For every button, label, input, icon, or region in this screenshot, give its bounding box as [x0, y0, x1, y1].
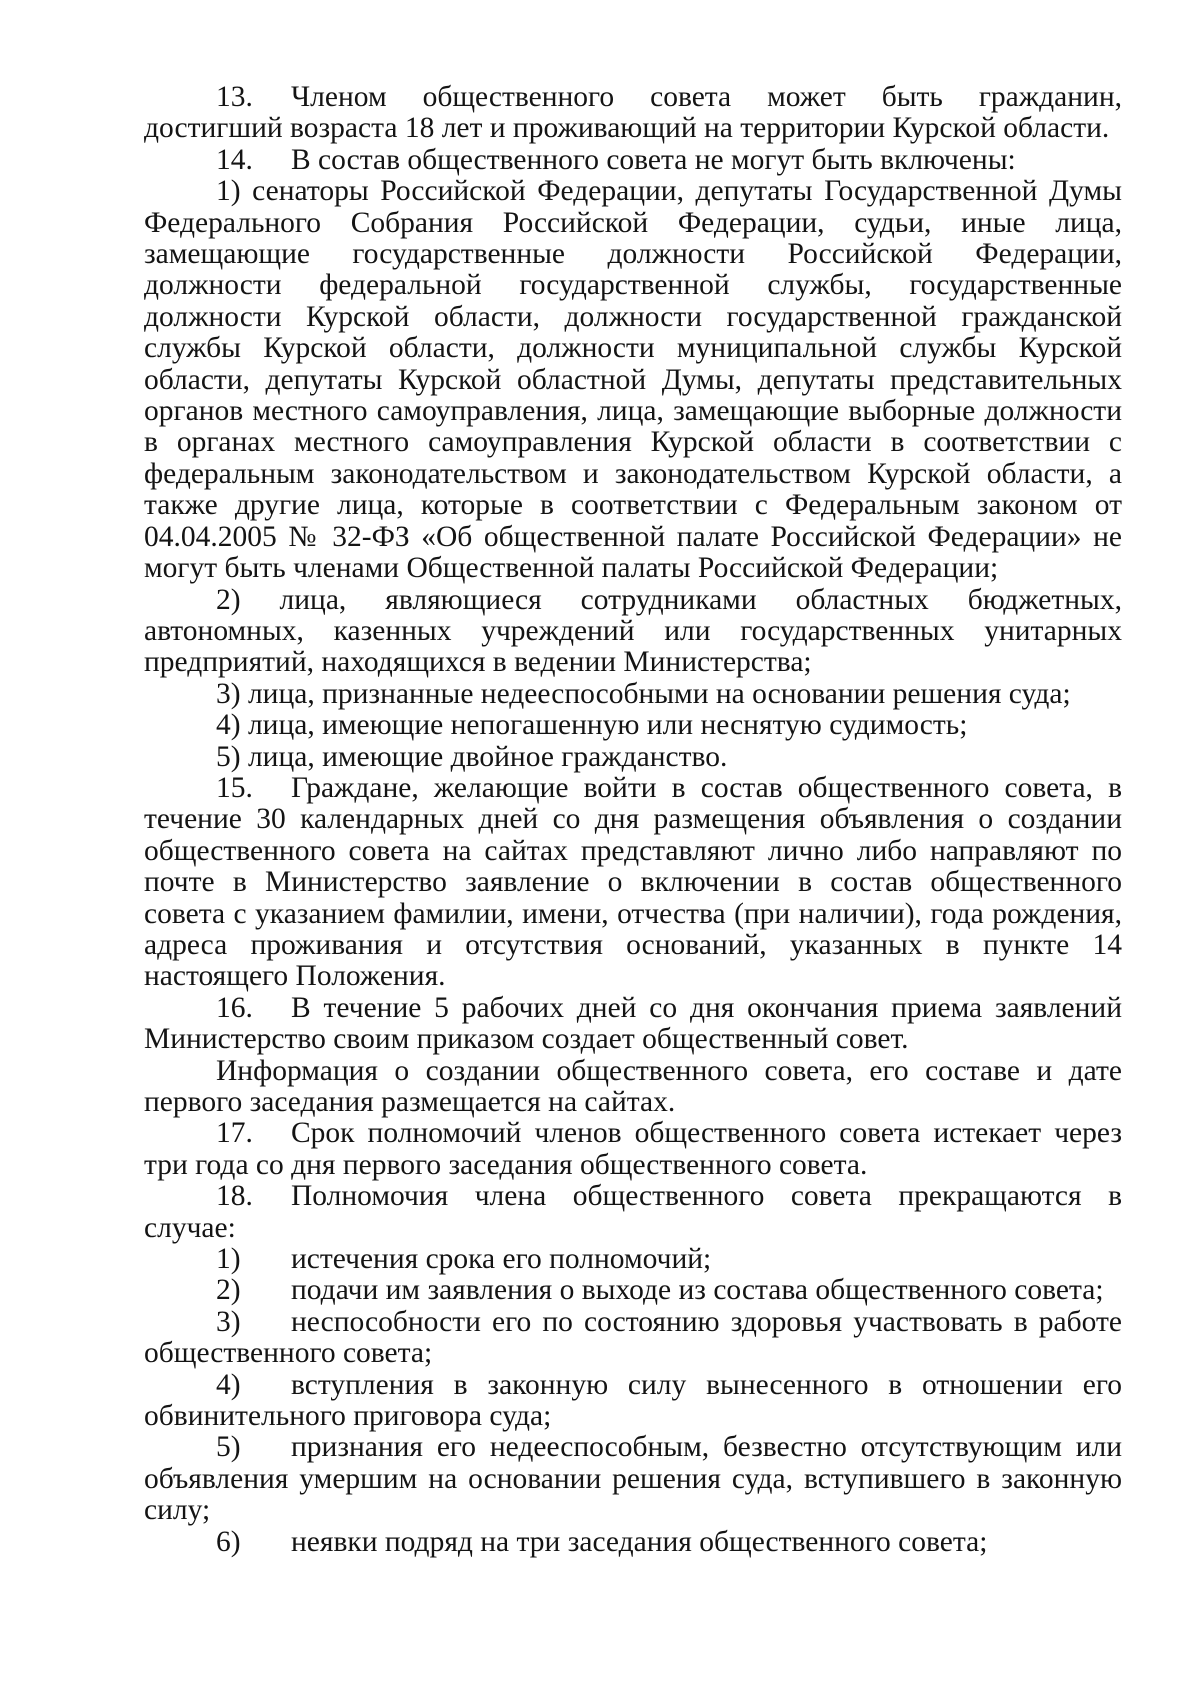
- paragraph-text: Срок полномочий членов общественного совета истекает через три года со дня первого заседания общественного совета.: [144, 1117, 1122, 1181]
- paragraph-14: [144, 145, 1122, 176]
- paragraph-14-item-2: 2) лица, являющиеся сотрудниками областных бюджетных, автономных, казенных учреждений или государственных унитарных предприятий, находящихся в ведении Министерства;: [144, 583, 1122, 679]
- paragraph-number: 18.: [216, 1180, 253, 1213]
- paragraph-14-item-5: 5) лица, имеющие двойное гражданство.: [216, 740, 728, 773]
- item-text: неспособности его по состоянию здоровья участвовать в работе общественного совета;: [144, 1305, 1122, 1370]
- item-number: 3): [216, 1305, 241, 1338]
- paragraph-18-item-1: [144, 1244, 1122, 1275]
- paragraph-14-item-3: 3) лица, признанные недееспособными на основании решения суда;: [216, 677, 1071, 710]
- paragraph-number: 17.: [216, 1117, 253, 1150]
- paragraph-number: 14.: [216, 143, 253, 176]
- item-text: неявки подряд на три заседания общественного совета;: [291, 1525, 988, 1558]
- paragraph-18-item-5: [144, 1432, 1122, 1526]
- paragraph-text: В состав общественного совета не могут быть включены:: [291, 143, 1016, 176]
- paragraph-14-item-1: 1) сенаторы Российской Федерации, депутаты Государственной Думы Федерального Собрания Российской Федерации, судьи, иные лица, замещающие государственные должности Российской Федерации, должности федеральной государственной службы, государственные должности Курской области, должности государственной гражданской службы Курской области, должности муниципальной службы Курской области, депутаты Курской областной Думы, депутаты представительных органов местного самоуправления, лица, замещающие выборные должности в органах местного самоуправления Курской области в соответствии с федеральным законодательством и законодательством Курской области, а также другие лица, которые в соответствии с Федеральным законом от 04.04.2005 № 32-ФЗ «Об общественной палате Российской Федерации» не могут быть членами Общественной палаты Российской Федерации;: [144, 175, 1122, 585]
- paragraph-text: Членом общественного совета может быть гражданин, достигший возраста 18 лет и проживающий на территории Курской области.: [144, 81, 1122, 145]
- item-number: 6): [216, 1525, 241, 1558]
- paragraph-15: [144, 773, 1122, 993]
- item-text: вступления в законную силу вынесенного в отношении его обвинительного приговора суда;: [144, 1368, 1122, 1433]
- paragraph-text: Граждане, желающие войти в состав общественного совета, в течение 30 календарных дней со дня размещения объявления о создании общественного совета на сайтах представляют лично либо направляют по почте в Министерство заявление о включении в состав общественного совета с указанием фамилии, имени, отчества (при наличии), года рождения, адреса проживания и отсутствия оснований, указанных в пункте 14 настоящего Положения.: [144, 771, 1122, 993]
- item-number: 1): [216, 1243, 241, 1276]
- paragraph-text: В течение 5 рабочих дней со дня окончания приема заявлений Министерство своим приказом создает общественный совет.: [144, 991, 1122, 1056]
- paragraph-18-item-4: [144, 1370, 1122, 1433]
- item-text: признания его недееспособным, безвестно отсутствующим или объявления умершим на основании решения суда, вступившего в законную силу;: [144, 1431, 1122, 1527]
- paragraph-18-item-6: [144, 1527, 1122, 1558]
- item-number: 5): [216, 1431, 241, 1464]
- paragraph-16: [144, 993, 1122, 1056]
- paragraph-text: Полномочия члена общественного совета прекращаются в случае:: [144, 1180, 1122, 1244]
- document-body: [144, 82, 1122, 1558]
- paragraph-17: [144, 1118, 1122, 1181]
- paragraph-13: [144, 82, 1122, 145]
- item-text: истечения срока его полномочий;: [291, 1243, 712, 1276]
- item-text: подачи им заявления о выходе из состава общественного совета;: [291, 1274, 1104, 1307]
- paragraph-14-item-4: 4) лица, имеющие непогашенную или неснятую судимость;: [216, 709, 968, 742]
- paragraph-number: 13.: [216, 81, 253, 113]
- paragraph-18: [144, 1181, 1122, 1244]
- paragraph-18-item-2: [144, 1275, 1122, 1306]
- item-number: 2): [216, 1274, 241, 1307]
- item-number: 4): [216, 1368, 241, 1401]
- paragraph-16-info: Информация о создании общественного совета, его составе и дате первого заседания размещается на сайтах.: [144, 1054, 1122, 1118]
- paragraph-number: 16.: [216, 991, 253, 1024]
- paragraph-18-item-3: [144, 1307, 1122, 1370]
- paragraph-number: 15.: [216, 771, 253, 804]
